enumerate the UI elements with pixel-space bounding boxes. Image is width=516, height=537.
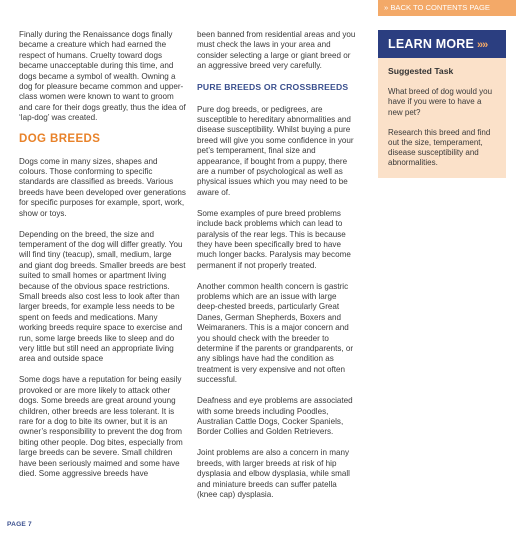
left-column xyxy=(19,30,187,490)
body-paragraph: Dogs come in many sizes, shapes and colours. Those conforming to specific standards are classified as breeds. Various breeds have been developed over generations for specific purposes for example, sport, work, show or toys. xyxy=(19,156,186,218)
body-paragraph: Another common health concern is gastric problems which are an issue with large deep-chested breeds, particularly Great Danes, German Shepherds, Boxers and Weimaraners. This is a major concern and you should check with the breeder to determine if the parents or grandparents, or any siblings have had the condition as treatment is very expensive and not often successful. xyxy=(197,281,354,385)
suggested-task-title: Suggested Task xyxy=(388,66,454,76)
body-paragraph: Joint problems are also a concern in many breeds, with larger breeds at risk of hip dysplasia and elbow dysplasia, while small and miniature breeds can suffer patella (knee cap) dysplasia. xyxy=(197,448,350,499)
task-paragraph: What breed of dog would you have if you were to have a new pet? xyxy=(388,87,493,117)
body-paragraph: Depending on the breed, the size and temperament of the dog will differ greatly. You will find tiny (teacup), small, medium, large and giant dog breeds. Smaller breeds are best suited to small homes or apartment living because of the obvious space restrictions. Small breeds also cost less to look after than larger breeds, for example less needs to be spent on feeds and medications. Many working breeds require space to exercise and run, some large breeds like to sleep and do very little but still need an appropriate living area and outside space xyxy=(19,229,186,364)
body-paragraph: Some dogs have a reputation for being easily provoked or are more likely to attack other dogs. Some breeds are great around young children, other breeds are less tolerant. It is rare for a dog to bite its owner, but it is an owner’s responsibility to prevent the dog from biting other people. Dog bites, especially from large breeds can be severe. Small children have been seriously maimed and some have died. Some aggressive breeds have xyxy=(19,375,183,478)
body-paragraph: Some examples of pure breed problems include back problems which can lead to paralysis of the rear legs. This is because they have been specifically bred to have much longer backs. Paralysis may become permanent if not properly treated. xyxy=(197,208,351,270)
continued-paragraph: been banned from residential areas and you must check the laws in your area and consider selecting a large or giant breed or an aggressive breed very carefully. xyxy=(197,30,356,71)
double-chevron-right-icon: »» xyxy=(477,39,488,51)
body-paragraph: Pure dog breeds, or pedigrees, are susceptible to hereditary abnormalities and disease susceptibility. Whilst buying a pure breed will give you some confidence in your pet’s temperament, final size and appearance, if bought from a puppy, there are a number of psychological as well as physical issues which you may need to be aware of. xyxy=(197,104,354,197)
suggested-task-body xyxy=(378,58,506,169)
dog-breeds-heading: DOG BREEDS xyxy=(19,133,101,146)
learn-more-panel xyxy=(378,30,506,178)
page-number: PAGE 7 xyxy=(7,521,32,528)
pure-breeds-heading: PURE BREEDS OR CROSSBREEDS xyxy=(197,82,349,93)
learn-more-header xyxy=(378,30,506,58)
middle-column xyxy=(197,30,359,511)
back-to-contents-button[interactable]: » BACK TO CONTENTS PAGE xyxy=(378,0,516,16)
body-paragraph: Deafness and eye problems are associated with some breeds including Poodles, Australian Cattle Dogs, Cocker Spaniels, Border Collies and Golden Retrievers. xyxy=(197,396,353,437)
learn-more-label: LEARN MORE xyxy=(388,37,475,51)
task-paragraph: Research this breed and find out the size, temperament, disease susceptibility and abnormalities. xyxy=(388,127,491,168)
renaissance-paragraph: Finally during the Renaissance dogs finally became a creature which had earned the respect of humans. Cruelty toward dogs became unacceptable during this time, and dogs became a symbol of wealth. Owning a dog for pleasure became common and upper-class women were known to want to groom and care for their dogs greatly, thus the idea of ‘lap-dog’ was created. xyxy=(19,30,186,123)
